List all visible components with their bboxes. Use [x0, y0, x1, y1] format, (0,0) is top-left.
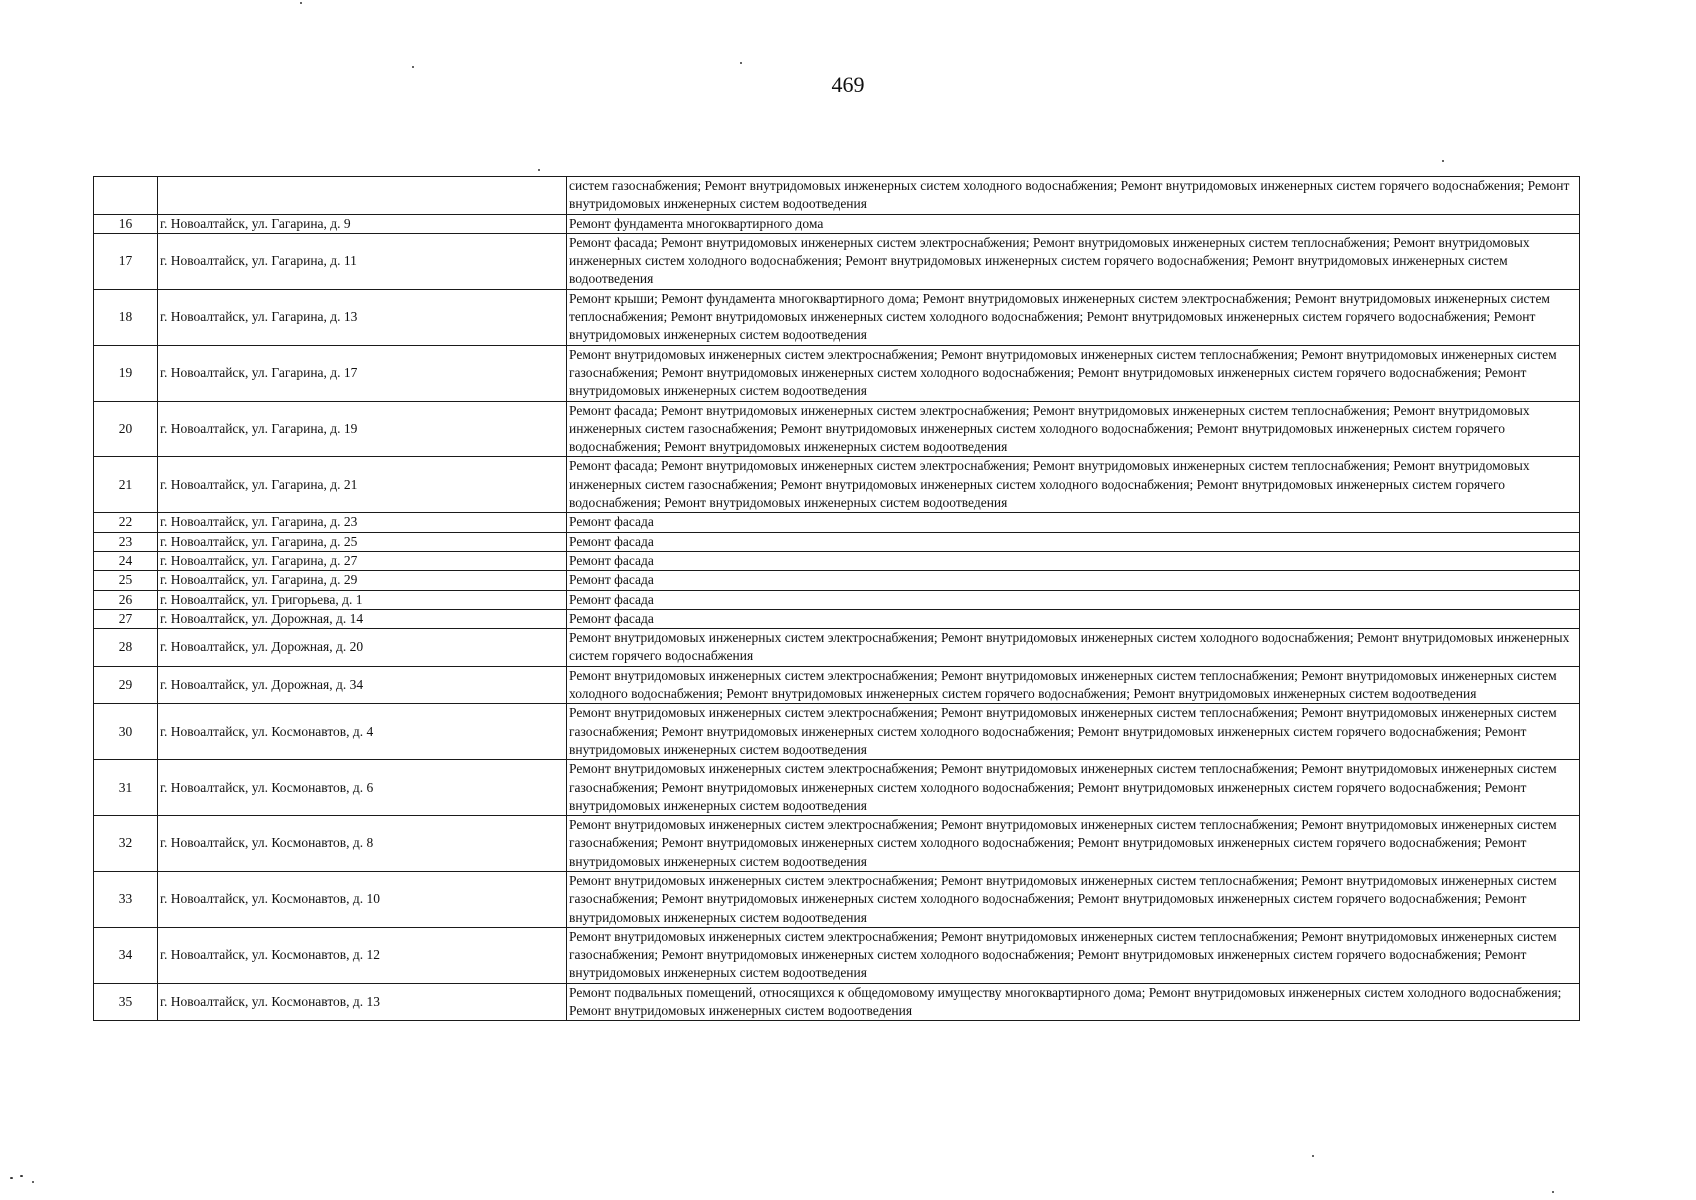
- row-address: г. Новоалтайск, ул. Космонавтов, д. 8: [158, 816, 567, 872]
- row-address: г. Новоалтайск, ул. Гагарина, д. 17: [158, 345, 567, 401]
- page-number: 469: [831, 72, 865, 97]
- row-number: 25: [94, 571, 158, 590]
- row-address: г. Новоалтайск, ул. Гагарина, д. 29: [158, 571, 567, 590]
- row-work-list: Ремонт внутридомовых инженерных систем электроснабжения; Ремонт внутридомовых инженерных систем холодного водоснабжения; Ремонт внутридомовых инженерных систем горячего водоснабжения: [567, 629, 1580, 667]
- row-address: [158, 177, 567, 215]
- row-address: г. Новоалтайск, ул. Космонавтов, д. 13: [158, 983, 567, 1021]
- row-work-list: Ремонт фундамента многоквартирного дома: [567, 214, 1580, 233]
- table-row: [94, 345, 1580, 401]
- row-work-list: систем газоснабжения; Ремонт внутридомовых инженерных систем холодного водоснабжения; Ремонт внутридомовых инженерных систем горячего водоснабжения; Ремонт внутридомовых инженерных систем водоотведения: [567, 177, 1580, 215]
- table-row: [94, 289, 1580, 345]
- scan-speck: [1312, 1155, 1314, 1157]
- row-number: 33: [94, 871, 158, 927]
- table-row: [94, 214, 1580, 233]
- row-work-list: Ремонт крыши; Ремонт фундамента многоквартирного дома; Ремонт внутридомовых инженерных систем электроснабжения; Ремонт внутридомовых инженерных систем теплоснабжения; Ремонт внутридомовых инженерных систем холодного водоснабжения; Ремонт внутридомовых инженерных систем горячего водоснабжения; Ремонт внутридомовых инженерных систем водоотведения: [567, 289, 1580, 345]
- scan-speck: [300, 2, 302, 4]
- row-number: 20: [94, 401, 158, 457]
- table-row: [94, 629, 1580, 667]
- row-work-list: Ремонт фасада; Ремонт внутридомовых инженерных систем электроснабжения; Ремонт внутридомовых инженерных систем теплоснабжения; Ремонт внутридомовых инженерных систем газоснабжения; Ремонт внутридомовых инженерных систем холодного водоснабжения; Ремонт внутридомовых инженерных систем горячего водоснабжения; Ремонт внутридомовых инженерных систем водоотведения: [567, 401, 1580, 457]
- row-address: г. Новоалтайск, ул. Гагарина, д. 27: [158, 551, 567, 570]
- row-address: г. Новоалтайск, ул. Дорожная, д. 20: [158, 629, 567, 667]
- row-address: г. Новоалтайск, ул. Гагарина, д. 9: [158, 214, 567, 233]
- table-row: [94, 401, 1580, 457]
- row-work-list: Ремонт внутридомовых инженерных систем электроснабжения; Ремонт внутридомовых инженерных систем теплоснабжения; Ремонт внутридомовых инженерных систем газоснабжения; Ремонт внутридомовых инженерных систем холодного водоснабжения; Ремонт внутридомовых инженерных систем горячего водоснабжения; Ремонт внутридомовых инженерных систем водоотведения: [567, 871, 1580, 927]
- scan-speck: [412, 66, 414, 68]
- row-number: 30: [94, 704, 158, 760]
- row-number: 34: [94, 927, 158, 983]
- row-work-list: Ремонт внутридомовых инженерных систем электроснабжения; Ремонт внутридомовых инженерных систем теплоснабжения; Ремонт внутридомовых инженерных систем газоснабжения; Ремонт внутридомовых инженерных систем холодного водоснабжения; Ремонт внутридомовых инженерных систем горячего водоснабжения; Ремонт внутридомовых инженерных систем водоотведения: [567, 704, 1580, 760]
- table-row: [94, 666, 1580, 704]
- row-number: 19: [94, 345, 158, 401]
- row-work-list: Ремонт фасада: [567, 571, 1580, 590]
- row-number: 29: [94, 666, 158, 704]
- table-row: [94, 571, 1580, 590]
- row-address: г. Новоалтайск, ул. Космонавтов, д. 12: [158, 927, 567, 983]
- row-number: 16: [94, 214, 158, 233]
- table-row: [94, 871, 1580, 927]
- row-work-list: Ремонт фасада: [567, 513, 1580, 532]
- row-address: г. Новоалтайск, ул. Гагарина, д. 13: [158, 289, 567, 345]
- row-address: г. Новоалтайск, ул. Дорожная, д. 14: [158, 609, 567, 628]
- row-work-list: Ремонт внутридомовых инженерных систем электроснабжения; Ремонт внутридомовых инженерных систем теплоснабжения; Ремонт внутридомовых инженерных систем газоснабжения; Ремонт внутридомовых инженерных систем холодного водоснабжения; Ремонт внутридомовых инженерных систем горячего водоснабжения; Ремонт внутридомовых инженерных систем водоотведения: [567, 816, 1580, 872]
- row-address: г. Новоалтайск, ул. Космонавтов, д. 10: [158, 871, 567, 927]
- row-address: г. Новоалтайск, ул. Космонавтов, д. 4: [158, 704, 567, 760]
- row-work-list: Ремонт внутридомовых инженерных систем электроснабжения; Ремонт внутридомовых инженерных систем теплоснабжения; Ремонт внутридомовых инженерных систем холодного водоснабжения; Ремонт внутридомовых инженерных систем горячего водоснабжения; Ремонт внутридомовых инженерных систем водоотведения: [567, 666, 1580, 704]
- row-number: 17: [94, 233, 158, 289]
- table-row: [94, 760, 1580, 816]
- scan-speck: [1442, 160, 1444, 162]
- row-number: 23: [94, 532, 158, 551]
- table-row: [94, 704, 1580, 760]
- table-row: [94, 233, 1580, 289]
- scan-speck: [740, 62, 742, 64]
- table-row: [94, 177, 1580, 215]
- row-work-list: Ремонт фасада; Ремонт внутридомовых инженерных систем электроснабжения; Ремонт внутридомовых инженерных систем теплоснабжения; Ремонт внутридомовых инженерных систем газоснабжения; Ремонт внутридомовых инженерных систем холодного водоснабжения; Ремонт внутридомовых инженерных систем горячего водоснабжения; Ремонт внутридомовых инженерных систем водоотведения: [567, 457, 1580, 513]
- row-number: 32: [94, 816, 158, 872]
- row-number: 18: [94, 289, 158, 345]
- scan-speck: [10, 1177, 13, 1179]
- row-address: г. Новоалтайск, ул. Гагарина, д. 21: [158, 457, 567, 513]
- row-number: 22: [94, 513, 158, 532]
- row-work-list: Ремонт внутридомовых инженерных систем электроснабжения; Ремонт внутридомовых инженерных систем теплоснабжения; Ремонт внутридомовых инженерных систем газоснабжения; Ремонт внутридомовых инженерных систем холодного водоснабжения; Ремонт внутридомовых инженерных систем горячего водоснабжения; Ремонт внутридомовых инженерных систем водоотведения: [567, 760, 1580, 816]
- scan-speck: [20, 1175, 23, 1177]
- row-work-list: Ремонт фасада: [567, 532, 1580, 551]
- row-number: 27: [94, 609, 158, 628]
- row-number: 31: [94, 760, 158, 816]
- table-row: [94, 609, 1580, 628]
- row-address: г. Новоалтайск, ул. Гагарина, д. 23: [158, 513, 567, 532]
- table-row: [94, 457, 1580, 513]
- table-row: [94, 532, 1580, 551]
- row-number: 24: [94, 551, 158, 570]
- row-work-list: Ремонт фасада: [567, 590, 1580, 609]
- row-work-list: Ремонт фасада: [567, 551, 1580, 570]
- row-address: г. Новоалтайск, ул. Космонавтов, д. 6: [158, 760, 567, 816]
- table-row: [94, 590, 1580, 609]
- row-work-list: Ремонт фасада: [567, 609, 1580, 628]
- table-row: [94, 983, 1580, 1021]
- row-number: [94, 177, 158, 215]
- row-address: г. Новоалтайск, ул. Дорожная, д. 34: [158, 666, 567, 704]
- row-number: 28: [94, 629, 158, 667]
- row-address: г. Новоалтайск, ул. Гагарина, д. 19: [158, 401, 567, 457]
- row-address: г. Новоалтайск, ул. Гагарина, д. 25: [158, 532, 567, 551]
- table-row: [94, 551, 1580, 570]
- row-work-list: Ремонт подвальных помещений, относящихся к общедомовому имуществу многоквартирного дома; Ремонт внутридомовых инженерных систем холодного водоснабжения; Ремонт внутридомовых инженерных систем водоотведения: [567, 983, 1580, 1021]
- row-address: г. Новоалтайск, ул. Григорьева, д. 1: [158, 590, 567, 609]
- scan-speck: [538, 169, 540, 171]
- scan-speck: [1552, 1191, 1554, 1193]
- table-row: [94, 816, 1580, 872]
- repair-works-table: [93, 176, 1580, 1021]
- row-work-list: Ремонт фасада; Ремонт внутридомовых инженерных систем электроснабжения; Ремонт внутридомовых инженерных систем теплоснабжения; Ремонт внутридомовых инженерных систем холодного водоснабжения; Ремонт внутридомовых инженерных систем горячего водоснабжения; Ремонт внутридомовых инженерных систем водоотведения: [567, 233, 1580, 289]
- row-address: г. Новоалтайск, ул. Гагарина, д. 11: [158, 233, 567, 289]
- row-number: 26: [94, 590, 158, 609]
- table-row: [94, 513, 1580, 532]
- row-number: 21: [94, 457, 158, 513]
- row-work-list: Ремонт внутридомовых инженерных систем электроснабжения; Ремонт внутридомовых инженерных систем теплоснабжения; Ремонт внутридомовых инженерных систем газоснабжения; Ремонт внутридомовых инженерных систем холодного водоснабжения; Ремонт внутридомовых инженерных систем горячего водоснабжения; Ремонт внутридомовых инженерных систем водоотведения: [567, 345, 1580, 401]
- scan-speck: [32, 1181, 34, 1183]
- table-row: [94, 927, 1580, 983]
- row-work-list: Ремонт внутридомовых инженерных систем электроснабжения; Ремонт внутридомовых инженерных систем теплоснабжения; Ремонт внутридомовых инженерных систем газоснабжения; Ремонт внутридомовых инженерных систем холодного водоснабжения; Ремонт внутридомовых инженерных систем горячего водоснабжения; Ремонт внутридомовых инженерных систем водоотведения: [567, 927, 1580, 983]
- row-number: 35: [94, 983, 158, 1021]
